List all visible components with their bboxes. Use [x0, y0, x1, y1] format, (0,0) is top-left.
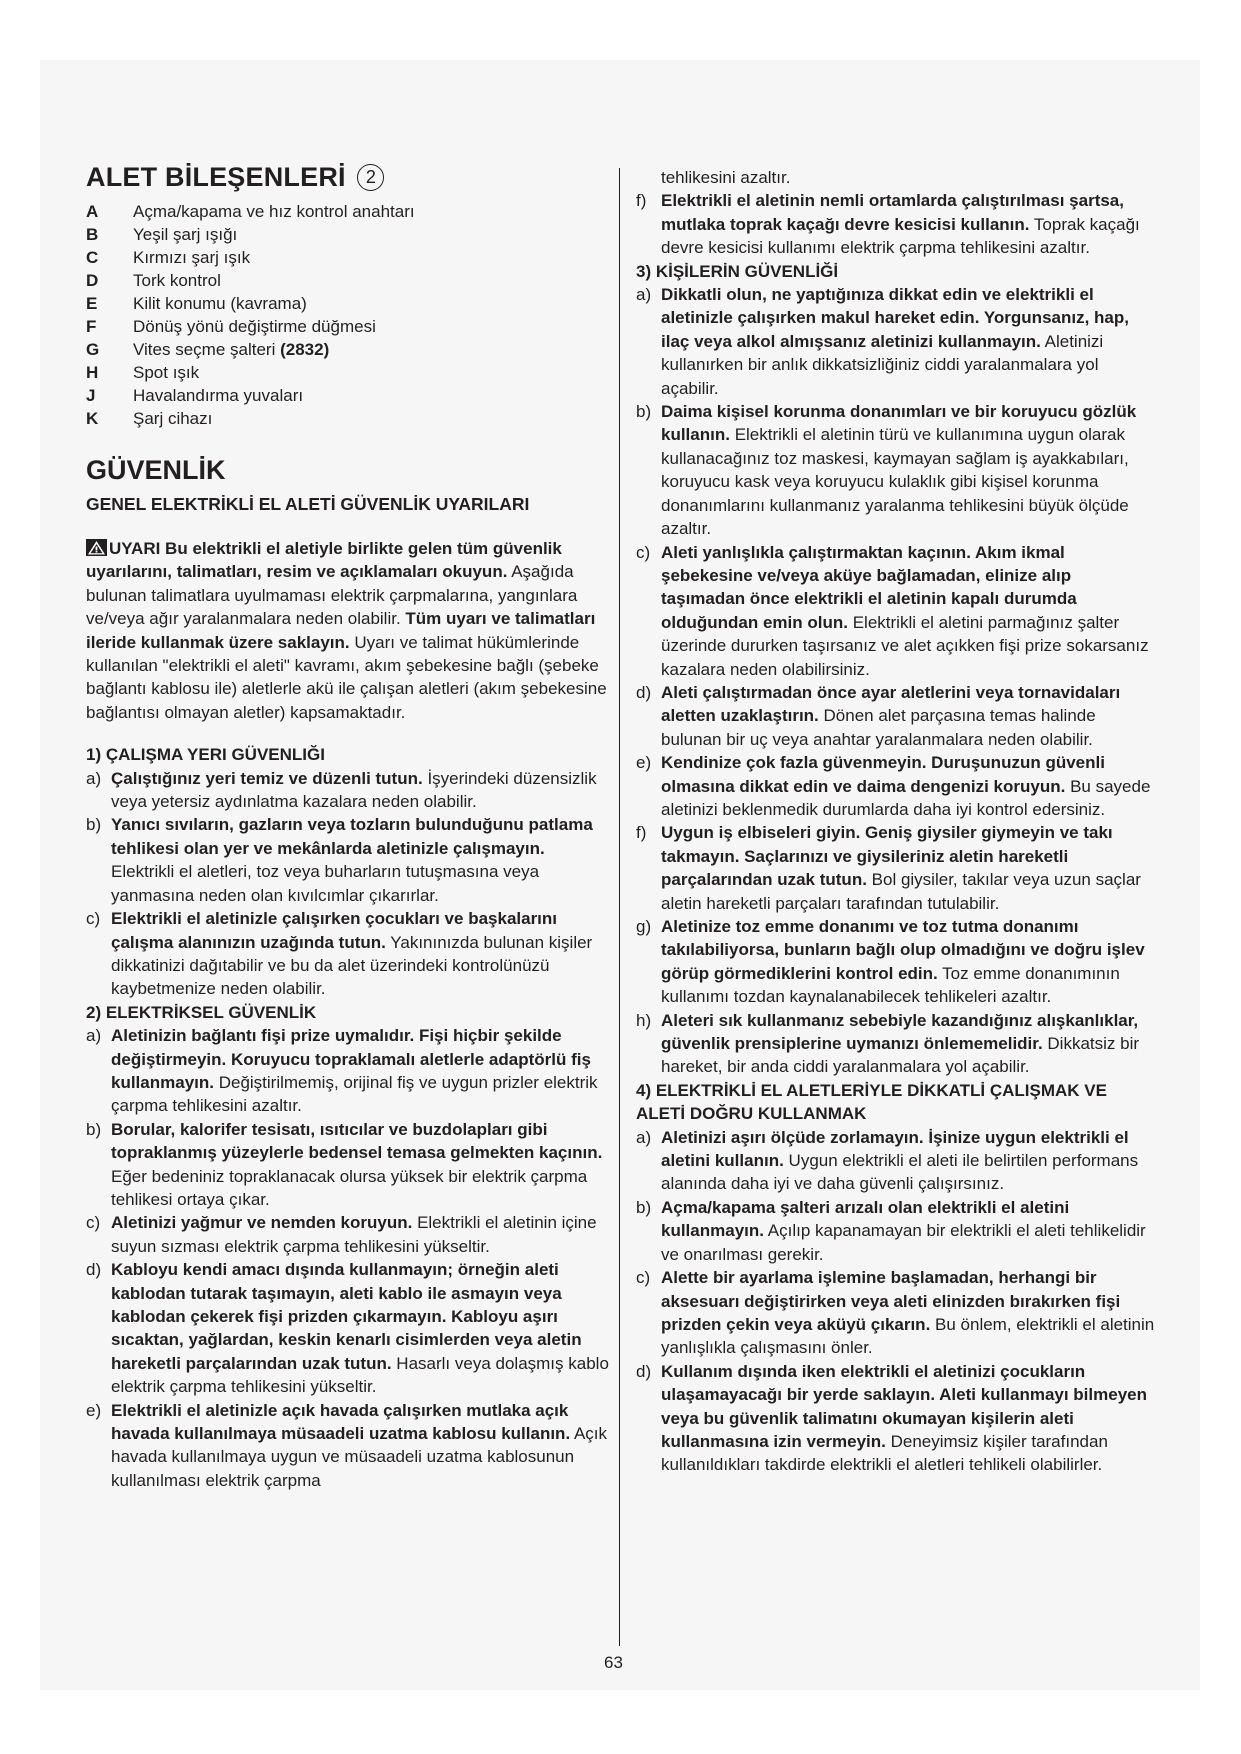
list-item: g) Aletinize toz emme donanımı ve toz tutma donanımı takılabiliyorsa, bunların bağlı olup olmadığını ve doğru işlev görüp görmediklerini kontrol edin. Toz emme donanımının kullanımı tozdan kaynalanabilecek tehlikeleri azaltır. — [636, 917, 1145, 1007]
list-item: K Şarj cihazı — [86, 409, 213, 428]
list-item: E Kilit konumu (kavrama) — [86, 294, 307, 313]
continued-text: tehlikesini azaltır. — [661, 168, 791, 187]
left-column — [86, 160, 611, 1492]
section-3-title: 3) KİŞİLERİN GÜVENLİĞİ — [636, 261, 839, 281]
column-divider — [619, 168, 620, 1646]
list-item: D Tork kontrol — [86, 271, 221, 290]
list-item: F Dönüş yönü değiştirme düğmesi — [86, 317, 376, 336]
list-item: d) Kullanım dışında iken elektrikli el aletinizi çocukların ulaşamayacağı bir yerde saklayın. Aleti kullanmayı bilmeyen veya bu güvenlik talimatını okumayan kişilerin aleti kullanmasına izin vermeyin. Deneyimsiz kişiler tarafından kullanıldıkları takdirde elektrikli el aletleri tehlikeli olabilirler. — [636, 1361, 1147, 1475]
right-column — [636, 166, 1156, 1477]
list-item: e) Kendinize çok fazla güvenmeyin. Duruşunuzun güvenli olmasına dikkat edin ve daima dengenizi koruyun. Bu sayede aletinizi beklenmedik durumlarda daha iyi kontrol edersiniz. — [636, 753, 1151, 819]
list-item: f) Uygun iş elbiseleri giyin. Geniş giysiler giymeyin ve takı takmayın. Saçlarınızı ve giysileriniz aletin hareketli parçalarından uzak tutun. Bol giysiler, takılar veya uzun saçlar aletin hareketli parçaları tarafından tutulabilir. — [636, 823, 1141, 913]
list-item: C Kırmızı şarj ışık — [86, 248, 251, 267]
list-item: B Yeşil şarj ışığı — [86, 225, 238, 244]
parts-list — [86, 200, 611, 430]
list-item: A Açma/kapama ve hız kontrol anahtarı — [86, 202, 415, 221]
list-item: a) Aletinizin bağlantı fişi prize uymalıdır. Fişi hiçbir şekilde değiştirmeyin. Koruyucu topraklamalı aletlerle adaptörlü fiş kullanmayın. Değiştirilmemiş, orijinal fiş ve uygun prizler elektrik çarpma tehlikesini azaltır. — [86, 1026, 598, 1116]
list-item: G Vites seçme şalteri (2832) — [86, 340, 330, 359]
section-1-title: 1) ÇALIŞMA YERI GÜVENLIĞI — [86, 745, 325, 765]
section-4-title: 4) ELEKTRİKLİ EL ALETLERİYLE DİKKATLİ ÇALIŞMAK VE ALETİ DOĞRU KULLANMAK — [636, 1080, 1107, 1124]
list-item: d) Kabloyu kendi amacı dışında kullanmayın; örneğin aleti kablodan tutarak taşımayın, aleti kablo ile asmayın veya kablodan çekerek fişi prizden çıkarmayın. Kabloyu aşırı sıcaktan, yağlardan, keskin kenarlı cisimlerden veya aletin hareketli parçalarından uzak tutun. Hasarlı veya dolaşmış kablo elektrik çarpma tehlikesini yükseltir. — [86, 1260, 609, 1397]
warning-paragraph: UYARI Bu elektrikli el aletiyle birlikte gelen tüm güvenlik uyarılarını, talimatları, resim ve açıklamaları okuyun. Aşağıda bulunan talimatlara uyulmaması elektrik çarpmalarına, yangınlara ve/veya ağır yaralanmalara neden olabilir. Tüm uyarı ve talimatları ileride kullanmak üzere saklayın. Uyarı ve talimat hükümlerinde kullanılan "elektrikli el aleti" kavramı, akım şebekesine bağlı (şebeke bağlantı kablosu ile) aletlerle akü ile çalışan aletleri (akım şebekesine bağlantısı olmayan aletler) kapsamaktadır. — [86, 539, 607, 722]
list-item: b) Daima kişisel korunma donanımları ve bir koruyucu gözlük kullanın. Elektrikli el aletinin türü ve kullanımına uygun olarak kullanacağınız toz maskesi, kaymayan sağlam iş ayakkabıları, koruyucu kask veya koruyucu kulaklık gibi kişisel korunma donanımlarını kullanmanız yaralanma tehlikesini büyük ölçüde azaltır. — [636, 402, 1137, 539]
list-item: a) Çalıştığınız yeri temiz ve düzenli tutun. İşyerindeki düzensizlik veya yetersiz aydınlatma kazalara neden olabilir. — [86, 768, 597, 812]
list-item: c) Elektrikli el aletinizle çalışırken çocukları ve başkalarını çalışma alanınızın uzağında tutun. Yakınınızda bulunan kişiler dikkatinizi dağıtabilir ve bu da alet üzerindeki kontrolünüzü kaybetmenize neden olabilir. — [86, 909, 593, 999]
list-item: c) Aletinizi yağmur ve nemden koruyun. Elektrikli el aletinin içine suyun sızması elektrik çarpma tehlikesini yükseltir. — [86, 1213, 597, 1256]
list-item: H Spot ışık — [86, 363, 200, 382]
figure-ref-badge: 2 — [357, 164, 384, 191]
warning-triangle-icon — [86, 539, 107, 556]
section-2-title: 2) ELEKTRİKSEL GÜVENLİK — [86, 1002, 317, 1022]
list-item: e) Elektrikli el aletinizle açık havada çalışırken mutlaka açık havada kullanılmaya müsaadeli uzatma kablosu kullanın. Açık havada kullanılmaya uygun ve müsaadeli uzatma kablosunun kullanılması elektrik çarpma — [86, 1400, 608, 1490]
components-title: ALET BİLEŞENLERİ 2 — [86, 160, 611, 194]
list-item: J Havalandırma yuvaları — [86, 386, 304, 405]
list-item: a) Dikkatli olun, ne yaptığınıza dikkat edin ve elektrikli el aletinizle çalışırken makul hareket edin. Yorgunsanız, hap, ilaç veya alkol almışsanız aletinizi kullanmayın. Aletinizi kullanırken bir anlık dikkatsizliğiniz ciddi yaralanmalara yol açabilir. — [636, 285, 1129, 398]
list-item: c) Alette bir ayarlama işlemine başlamadan, herhangi bir aksesuarı değiştirirken veya aleti elinizden bırakırken fişi prizden çekin veya aküyü çıkarın. Bu önlem, elektrikli el aletinin yanlışlıkla çalışmasını önler. — [636, 1268, 1155, 1358]
page-number: 63 — [604, 1653, 623, 1672]
list-item: a) Aletinizi aşırı ölçüde zorlamayın. İşinize uygun elektrikli el aletini kullanın. Uygun elektrikli el aleti ile belirtilen performans alanında daha iyi ve daha güvenli çalışırsınız. — [636, 1127, 1139, 1194]
list-item: b) Yanıcı sıvıların, gazların veya tozların bulunduğunu patlama tehlikesi olan yer ve mekânlarda aletinizle çalışmayın. Elektrikli el aletleri, toz veya buharların tutuşmasına veya yanmasına neden olan kıvılcımlar çıkarırlar. — [86, 815, 593, 905]
list-item: c) Aleti yanlışlıkla çalıştırmaktan kaçının. Akım ikmal şebekesine ve/veya aküye bağlamadan, elinize alıp taşımadan önce elektrikli el aletinin kapalı durumda olduğundan emin olun. Elektrikli el aletini parmağınız şalter üzerinde dururken taşırsanız ve alet açıkken fişi prize sokarsanız kazalara neden olabilirsiniz. — [636, 542, 1149, 679]
list-item: h) Aleteri sık kullanmanız sebebiyle kazandığınız alışkanlıklar, güvenlik prensiplerine uymanızı önlememelidir. Dikkatsiz bir hareket, bir anda ciddi yaralanmalara yol açabilir. — [636, 1010, 1140, 1077]
safety-subtitle: GENEL ELEKTRİKLİ EL ALETİ GÜVENLİK UYARILARI — [86, 494, 530, 514]
safety-title: GÜVENLİK — [86, 455, 226, 485]
list-item: f) Elektrikli el aletinin nemli ortamlarda çalıştırılması şartsa, mutlaka toprak kaçağı devre kesicisi kullanın. Toprak kaçağı devre kesicisi kullanımı elektrik çarpma tehlikesini azaltır. — [636, 191, 1140, 258]
list-item: b) Borular, kalorifer tesisatı, ısıtıcılar ve buzdolapları gibi topraklanmış yüzeylerle bedensel temasa gelmekten kaçının. Eğer bedeniniz topraklanacak olursa yüksek bir elektrik çarpma tehlikesi ortaya çıkar. — [86, 1119, 603, 1209]
list-item: b) Açma/kapama şalteri arızalı olan elektrikli el aletini kullanmayın. Açılıp kapanamayan bir elektrikli el aleti tehlikelidir ve onarılması gerekir. — [636, 1197, 1146, 1264]
list-item: d) Aleti çalıştırmadan önce ayar aletlerini veya tornavidaları aletten uzaklaştırın. Dönen alet parçasına temas halinde bulunan bir uç veya anahtar yaralanmalara neden olabilir. — [636, 682, 1121, 749]
